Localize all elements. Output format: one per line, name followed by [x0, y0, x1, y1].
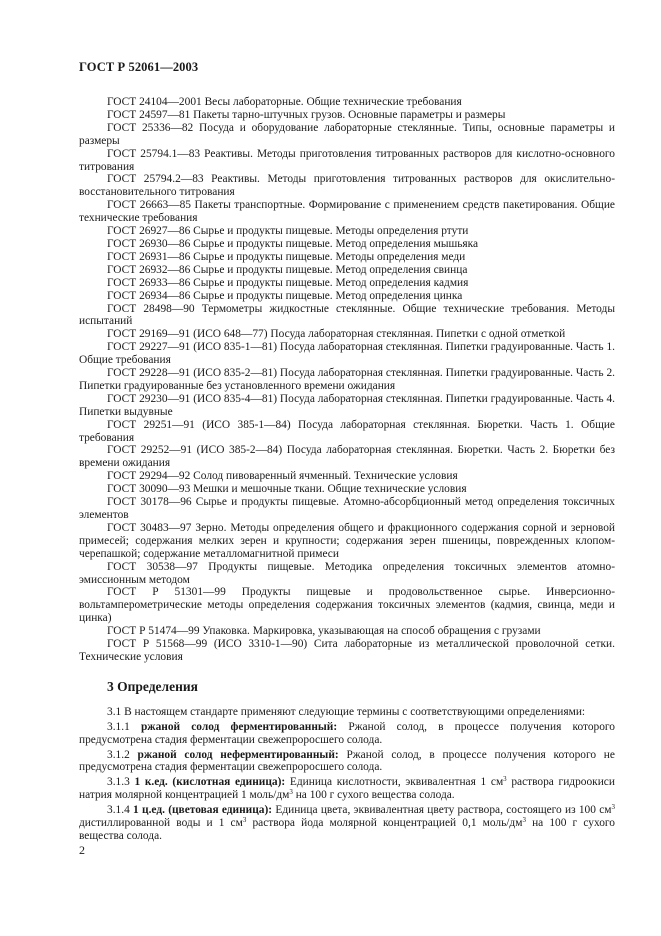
reference-item: ГОСТ 26927—86 Сырье и продукты пищевые. Методы определения ртути — [107, 225, 469, 238]
superscript: 3 — [503, 775, 507, 784]
definition-term: ржаной солод неферментированный: — [137, 748, 339, 761]
reference-item: ГОСТ Р 51301—99 Продукты пищевые и продовольственное сырье. Инверсионно-вольтамперометрические методы определения содержания токсичных элементов (кадмия, свинца, меди и цинка) — [79, 586, 615, 625]
definition-text: Ржаной солод, в процессе получения которого не предусмотрена стадия ферментации свежепроросшего солода. — [79, 748, 615, 774]
reference-item: ГОСТ 26933—86 Сырье и продукты пищевые. Метод определения кадмия — [107, 276, 469, 289]
definitions-block — [79, 706, 615, 843]
document-header: ГОСТ Р 52061—2003 — [79, 60, 199, 74]
reference-item: ГОСТ 26932—86 Сырье и продукты пищевые. Метод определения свинца — [107, 263, 468, 276]
reference-item: ГОСТ 28498—90 Термометры жидкостные стеклянные. Общие технические требования. Методы испытаний — [79, 302, 615, 328]
reference-item: ГОСТ Р 51568—99 (ИСО 3310-1—90) Сита лабораторные из металлической проволочной сетки. Технические условия — [79, 638, 615, 663]
section-heading: 3 Определения — [107, 678, 198, 694]
reference-item: ГОСТ 29294—92 Солод пивоваренный ячменный. Технические условия — [107, 470, 458, 483]
reference-item: ГОСТ 25336—82 Посуда и оборудование лабораторные стеклянные. Типы, основные параметры и размеры — [79, 121, 615, 147]
definition-term: 1 ц.ед. (цветовая единица): — [133, 804, 273, 817]
definition-number: 3.1.1 — [107, 720, 130, 733]
definition-item — [79, 804, 615, 843]
definition-number: 3.1.2 — [107, 748, 130, 761]
reference-item: ГОСТ 29169—91 (ИСО 648—77) Посуда лабораторная стеклянная. Пипетки с одной отметкой — [107, 328, 566, 341]
reference-item: ГОСТ Р 51474—99 Упаковка. Маркировка, указывающая на способ обращения с грузами — [107, 625, 541, 638]
reference-item: ГОСТ 26930—86 Сырье и продукты пищевые. Метод определения мышьяка — [107, 237, 479, 250]
definition-item — [79, 776, 615, 802]
reference-item: ГОСТ 26934—86 Сырье и продукты пищевые. Метод определения цинка — [107, 289, 463, 302]
definition-text: на 100 г сухого вещества солода. — [79, 817, 615, 842]
reference-item: ГОСТ 30483—97 Зерно. Методы определения общего и фракционного содержания сорной и зерновой примесей; содержания мелких зерен и крупности; содержания зерен пшеницы, поврежденных клопом-черепашкой; содержание металломагнитной примеси — [79, 521, 615, 560]
references-list — [79, 96, 615, 664]
reference-item: ГОСТ 30538—97 Продукты пищевые. Методика определения токсичных элементов атомно-эмиссионным методом — [79, 560, 615, 586]
definition-text: раствора йода молярной концентрацией 0,1 моль/дм — [246, 817, 523, 830]
reference-item: ГОСТ 29228—91 (ИСО 835-2—81) Посуда лабораторная стеклянная. Пипетки градуированные. Часть 2. Пипетки градуированные без установленного времени ожидания — [79, 367, 615, 392]
reference-item: ГОСТ 25794.1—83 Реактивы. Методы приготовления титрованных растворов для кислотно-основного титрования — [79, 147, 615, 173]
reference-item: ГОСТ 25794.2—83 Реактивы. Методы приготовления титрованных растворов для окислительно-восстановительного титрования — [79, 173, 615, 199]
definition-item — [79, 749, 615, 775]
superscript: 3 — [611, 803, 615, 812]
definition-item — [79, 721, 615, 747]
definition-text: Единица кислотности, эквивалентная 1 см — [289, 776, 504, 789]
document-body — [79, 96, 615, 843]
definition-text: Ржаной солод, в процессе получения которого предусмотрена стадия ферментации свежепроросшего солода. — [79, 720, 615, 746]
definition-number: 3.1.3 — [107, 776, 130, 789]
superscript: 3 — [289, 788, 293, 797]
definition-text: Единица цвета, эквивалентная цвету раствора, состоящего из 100 см — [275, 804, 612, 817]
reference-item: ГОСТ 29251—91 (ИСО 385-1—84) Посуда лабораторная стеклянная. Бюретки. Часть 1. Общие требования — [79, 418, 615, 444]
definition-text: раствора гидроокиси натрия молярной концентрацией 1 моль/дм — [79, 776, 615, 802]
reference-item: ГОСТ 29252—91 (ИСО 385-2—84) Посуда лабораторная стеклянная. Бюретки. Часть 2. Бюретки без времени ожидания — [79, 444, 615, 470]
reference-item: ГОСТ 30178—96 Сырье и продукты пищевые. Атомно-абсорбционный метод определения токсичных элементов — [79, 496, 615, 521]
definition-number: 3.1.4 — [107, 804, 130, 817]
reference-item: ГОСТ 24104—2001 Весы лабораторные. Общие технические требования — [107, 96, 462, 108]
reference-item: ГОСТ 29230—91 (ИСО 835-4—81) Посуда лабораторная стеклянная. Пипетки градуированные. Часть 4. Пипетки выдувные — [79, 392, 615, 418]
reference-item: ГОСТ 24597—81 Пакеты тарно-штучных грузов. Основные параметры и размеры — [107, 108, 506, 121]
definition-term: 1 к.ед. (кислотная единица): — [134, 776, 286, 789]
definition-text: на 100 г сухого вещества солода. — [292, 789, 455, 802]
superscript: 3 — [242, 816, 247, 825]
superscript: 3 — [522, 816, 526, 825]
reference-item: ГОСТ 30090—93 Мешки и мешочные ткани. Общие технические условия — [107, 483, 467, 496]
reference-item: ГОСТ 26663—85 Пакеты транспортные. Формирование с применением средств пакетирования. Общие технические требования — [79, 199, 615, 225]
page-number: 2 — [79, 843, 85, 857]
reference-item: ГОСТ 26931—86 Сырье и продукты пищевые. Методы определения меди — [107, 250, 466, 263]
definition-text: дистиллированной воды и 1 см — [79, 817, 243, 830]
reference-item: ГОСТ 29227—91 (ИСО 835-1—81) Посуда лабораторная стеклянная. Пипетки градуированные. Часть 1. Общие требования — [79, 341, 615, 367]
section-intro: 3.1 В настоящем стандарте применяют следующие термины с соответствующими определениями: — [107, 705, 586, 718]
definition-term: ржаной солод ферментированный: — [140, 720, 338, 733]
